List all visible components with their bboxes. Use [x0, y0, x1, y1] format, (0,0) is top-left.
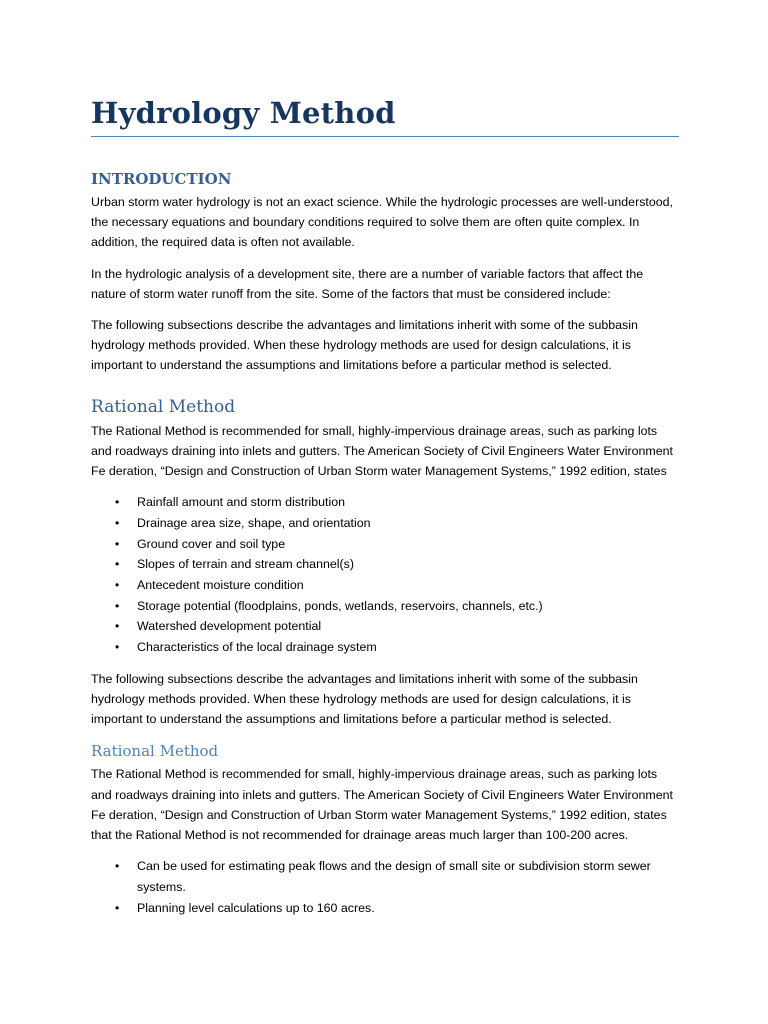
bullet-icon: • [115, 619, 120, 634]
list-item: • Characteristics of the local drainage system [91, 637, 679, 658]
bullet-icon: • [115, 557, 120, 572]
factors-list [91, 492, 679, 658]
rational-method-subheading: Rational Method [91, 742, 219, 761]
intro-paragraph-1: Urban storm water hydrology is not an exact science. While the hydrologic processes are well-understood, the necessary equations and boundary conditions required to solve them are often quite complex. In addition, the required data is often not available. [91, 195, 673, 250]
uses-list [91, 856, 679, 918]
bullet-icon: • [115, 900, 120, 915]
bullet-icon: • [115, 640, 120, 655]
list-item: • Ground cover and soil type [91, 534, 679, 555]
title-underline [91, 136, 679, 137]
list-item: • Rainfall amount and storm distribution [91, 492, 679, 513]
subsections-paragraph: The following subsections describe the advantages and limitations inherit with some of the subbasin hydrology methods provided. When these hydrology methods are used for design calculations, it is important to understand the assumptions and limitations before a particular method is selected. [91, 671, 638, 727]
list-item: • Antecedent moisture condition [91, 575, 679, 596]
list-item: • Watershed development potential [91, 616, 679, 637]
bullet-icon: • [115, 859, 120, 874]
list-item: • Slopes of terrain and stream channel(s) [91, 554, 679, 575]
intro-paragraph-3: The following subsections describe the advantages and limitations inherit with some of the subbasin hydrology methods provided. When these hydrology methods are used for design calculations, it is important to understand the assumptions and limitations before a particular method is selected. [91, 318, 638, 373]
list-item: • Storage potential (floodplains, ponds, wetlands, reservoirs, channels, etc.) [91, 596, 679, 617]
bullet-icon: • [115, 495, 120, 510]
bullet-icon: • [115, 578, 120, 593]
intro-paragraph-2: In the hydrologic analysis of a development site, there are a number of variable factors that affect the nature of storm water runoff from the site. Some of the factors that must be considered include: [91, 266, 644, 301]
document-title: Hydrology Method [91, 96, 396, 130]
rational-method-heading: Rational Method [91, 396, 236, 417]
list-item: • Drainage area size, shape, and orientation [91, 513, 679, 534]
bullet-icon: • [115, 515, 120, 530]
list-item: • Planning level calculations up to 160 acres. [91, 898, 679, 919]
rational-method-detail-paragraph: The Rational Method is recommended for small, highly-impervious drainage areas, such as parking lots and roadways draining into inlets and gutters. The American Society of Civil Engineers Water Environment Fe deration, “Design and Construction of Urban Storm water Management Systems,” 1992 edition, states that the Rational Method is not recommended for drainage areas much larger than 100-200 acres. [91, 767, 673, 843]
list-item: • Can be used for estimating peak flows and the design of small site or subdivision storm sewer systems. [91, 856, 679, 897]
rational-method-paragraph: The Rational Method is recommended for small, highly-impervious drainage areas, such as parking lots and roadways draining into inlets and gutters. The American Society of Civil Engineers Water Environment Fe deration, “Design and Construction of Urban Storm water Management Systems,” 1992 edition, states [91, 423, 673, 479]
document-page [91, 92, 679, 929]
bullet-icon: • [115, 536, 120, 551]
introduction-heading: INTRODUCTION [91, 170, 232, 188]
bullet-icon: • [115, 598, 120, 613]
